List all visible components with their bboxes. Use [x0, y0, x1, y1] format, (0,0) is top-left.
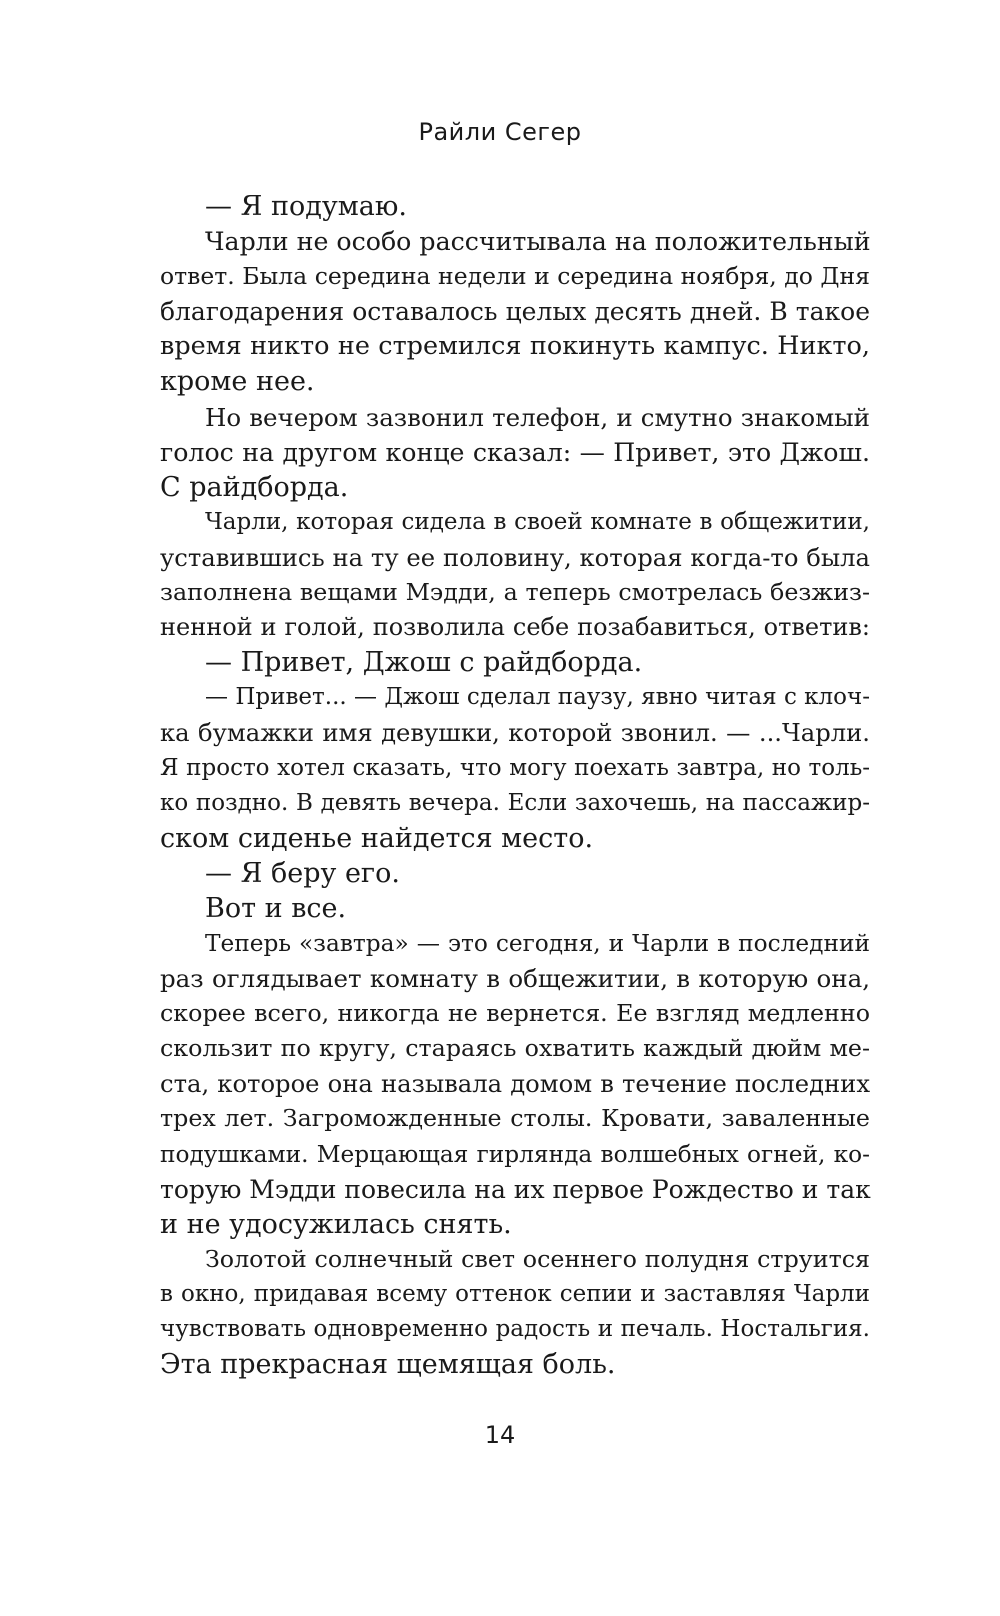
text-line: — Привет, Джош с райдборда. [205, 647, 643, 679]
text-line: голос на другом конце сказал: — Привет, это Джош. [160, 437, 870, 467]
text-line: — Привет... — Джош сделал паузу, явно читая с клоч- [205, 684, 870, 711]
text-line: и не удосужилась снять. [160, 1208, 512, 1240]
text-line: время никто не стремился покинуть кампус. Никто, [160, 331, 870, 362]
text-line: Теперь «завтра» — это сегодня, и Чарли в последний [205, 929, 870, 957]
text-line: Вот и все. [205, 892, 347, 924]
text-line: заполнена вещами Мэдди, а теперь смотрелась безжиз- [160, 578, 870, 607]
text-line: — Я беру его. [205, 857, 400, 889]
text-line: чувствовать одновременно радость и печаль. Ностальгия. [160, 1316, 870, 1342]
text-line: кроме нее. [160, 366, 315, 398]
body-text [160, 189, 870, 1382]
text-line: трех лет. Загроможденные столы. Кровати, заваленные [160, 1104, 870, 1133]
text-line: ста, которое она называла домом в течение последних [160, 1069, 870, 1099]
text-line: раз оглядывает комнату в общежитии, в которую она, [160, 964, 870, 994]
text-line: скорее всего, никогда не вернется. Ее взгляд медленно [160, 999, 870, 1028]
text-line: подушками. Мерцающая гирлянда волшебных огней, ко- [160, 1140, 870, 1168]
text-line: Я просто хотел сказать, что могу поехать завтра, но толь- [160, 754, 870, 781]
text-line: Чарли, которая сидела в своей комнате в общежитии, [205, 508, 870, 535]
text-line: торую Мэдди повесила на их первое Рождество и так [160, 1174, 871, 1204]
text-line: Золотой солнечный свет осеннего полудня струится [205, 1244, 870, 1273]
text-line: ка бумажки имя девушки, которой звонил. — ...Чарли. [160, 718, 870, 748]
text-line: уставившись на ту ее половину, которая когда-то была [160, 542, 870, 572]
text-line: благодарения оставалось целых десять дней. В такое [160, 297, 870, 327]
text-line: ответ. Была середина недели и середина ноября, до Дня [160, 262, 870, 291]
text-line: — Я подумаю. [205, 191, 407, 222]
text-line: ненной и голой, позволила себе позабавиться, ответив: [160, 613, 870, 642]
text-line: Эта прекрасная щемящая боль. [160, 1349, 616, 1381]
text-line: ко поздно. В девять вечера. Если захочешь, на пассажир- [160, 789, 870, 816]
text-line: ском сиденье найдется место. [160, 822, 594, 854]
text-line: скользит по кругу, стараясь охватить каждый дюйм ме- [160, 1034, 870, 1063]
text-line: в окно, придавая всему оттенок сепии и заставляя Чарли [160, 1280, 870, 1307]
text-line: С райдборда. [160, 471, 349, 503]
text-line: Чарли не особо рассчитывала на положительный [205, 227, 871, 257]
text-line: Но вечером зазвонил телефон, и смутно знакомый [205, 402, 870, 432]
running-header-author: Райли Сегер [418, 118, 582, 146]
page-number: 14 [484, 1421, 516, 1449]
